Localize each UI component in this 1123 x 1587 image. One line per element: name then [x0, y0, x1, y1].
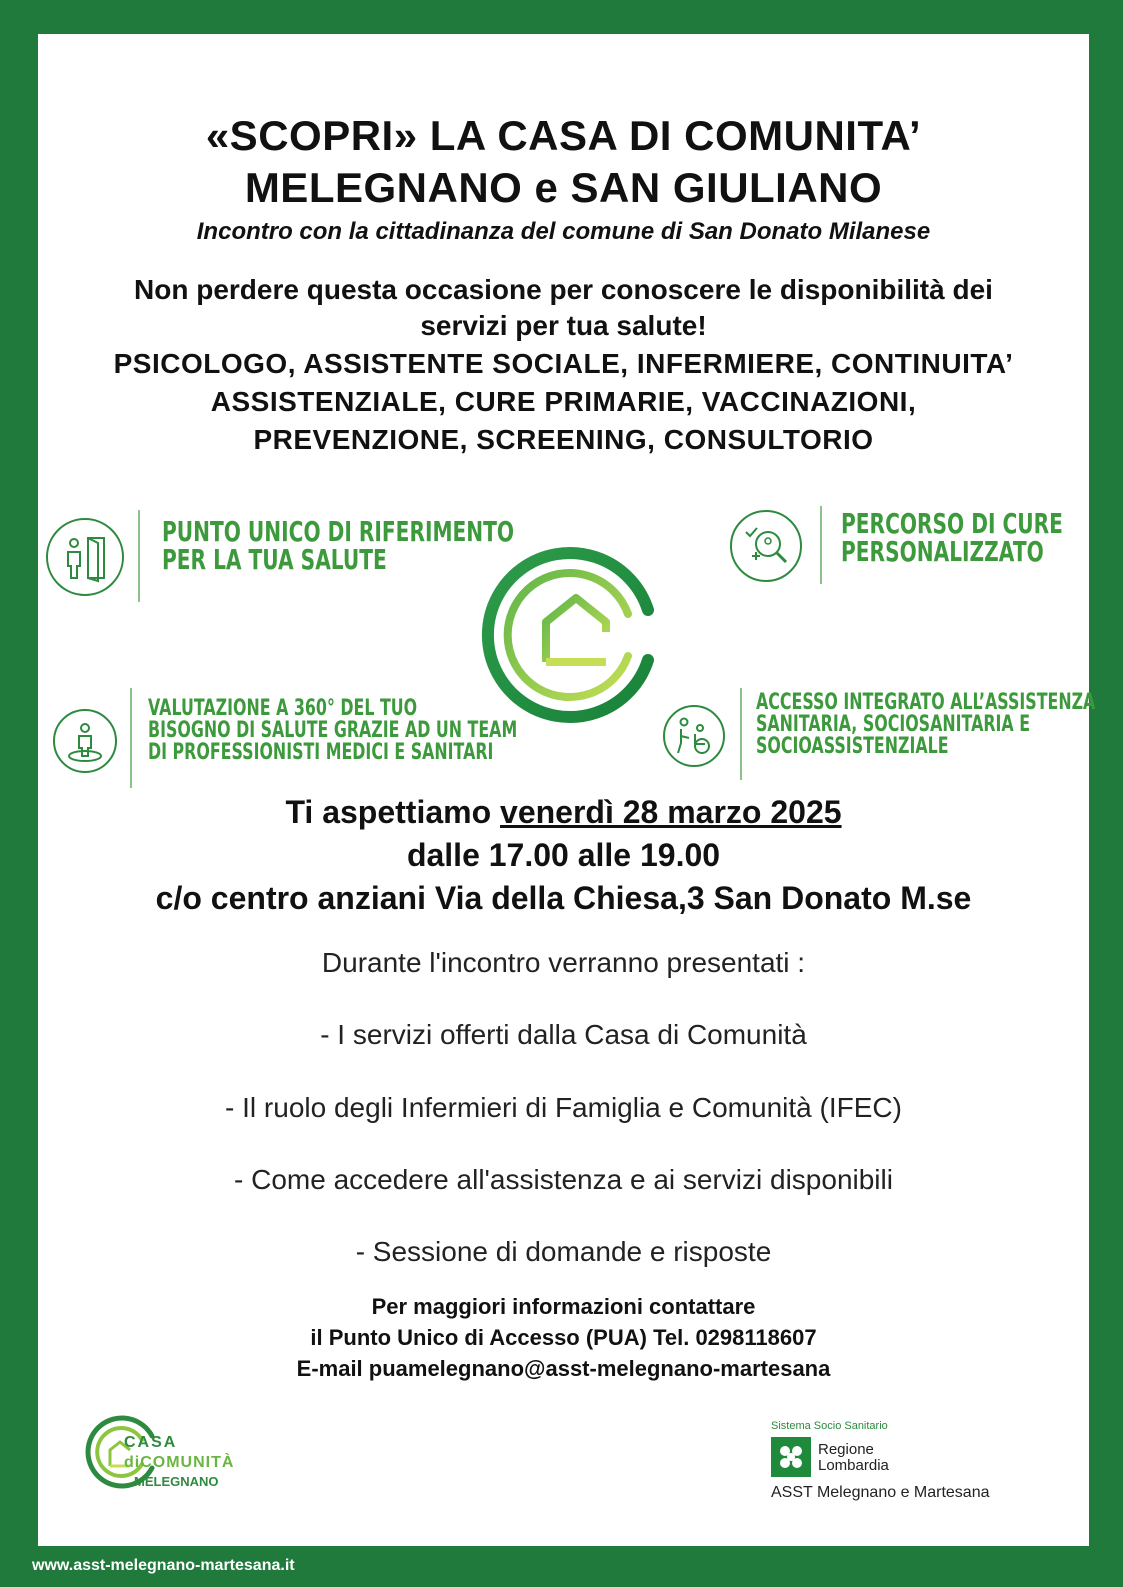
- event-place: c/o centro anziani Via della Chiesa,3 San Donato M.se: [155, 880, 972, 916]
- feature-personal-path-line1: PERCORSO DI CURE: [841, 507, 1063, 540]
- feature-360-assessment-line2: BISOGNO DI SALUTE GRAZIE AD UN TEAM: [148, 718, 518, 743]
- agenda-item: - I servizi offerti dalla Casa di Comunità: [320, 1019, 807, 1050]
- logo-casa-text: CASA: [124, 1434, 178, 1451]
- regione-lombardia-logo-icon: [771, 1437, 811, 1477]
- casa-comunita-c-logo: [476, 532, 666, 730]
- asst-name: ASST Melegnano e Martesana: [771, 1484, 990, 1501]
- services-line-3: PREVENZIONE, SCREENING, CONSULTORIO: [253, 424, 874, 455]
- feature-integrated-access: [756, 692, 1095, 758]
- divider: [740, 688, 742, 780]
- footer-website-link[interactable]: www.asst-melegnano-martesana.it: [32, 1557, 295, 1574]
- feature-single-point-line2: PER LA TUA SALUTE: [162, 543, 387, 576]
- event-time: dalle 17.00 alle 19.00: [406, 837, 721, 873]
- feature-integrated-access-line2: SANITARIA, SOCIOSANITARIA E: [756, 712, 1031, 737]
- agenda-item: - Il ruolo degli Infermieri di Famiglia e Comunità (IFEC): [225, 1092, 902, 1123]
- feature-integrated-access-line3: SOCIOASSISTENZIALE: [756, 734, 949, 759]
- magnifier-checklist-icon: [728, 508, 804, 584]
- feature-personal-path-line2: PERSONALIZZATO: [841, 535, 1044, 568]
- feature-360-assessment-line1: VALUTAZIONE A 360° DEL TUO: [148, 696, 418, 721]
- person-door-icon: [44, 516, 126, 598]
- contact-line-1: Per maggiori informazioni contattare: [371, 1294, 756, 1319]
- agenda-intro: Durante l'incontro verranno presentati :: [321, 947, 806, 978]
- divider: [130, 688, 132, 788]
- services-line-1: PSICOLOGO, ASSISTENTE SOCIALE, INFERMIERE, CONTINUITA’: [113, 348, 1014, 379]
- feature-single-point: [162, 515, 515, 576]
- feature-360-assessment-line3: DI PROFESSIONISTI MEDICI E SANITARI: [148, 740, 494, 765]
- intro-line-1: Non perdere questa occasione per conoscere le disponibilità dei: [134, 274, 993, 305]
- regione-system-label: Sistema Socio Sanitario: [771, 1420, 888, 1432]
- feature-single-point-line1: PUNTO UNICO DI RIFERIMENTO: [162, 515, 515, 548]
- poster: [38, 34, 1096, 1546]
- agenda-item: - Come accedere all'assistenza e ai servizi disponibili: [234, 1164, 893, 1195]
- intro-line-2: servizi per tua salute!: [420, 310, 707, 341]
- contact-phone: il Punto Unico di Accesso (PUA) Tel. 0298118607: [310, 1325, 817, 1350]
- event-prefix: Ti aspettiamo: [285, 794, 501, 830]
- regione-name-line1: Regione: [818, 1441, 874, 1458]
- services-line-2: ASSISTENZIALE, CURE PRIMARIE, VACCINAZIONI,: [210, 386, 917, 417]
- logo-comunita-text: diCOMUNITÀ: [124, 1454, 235, 1471]
- divider: [820, 506, 822, 584]
- event-date-line: [38, 794, 1089, 831]
- feature-360-assessment: [148, 698, 517, 764]
- subtitle: Incontro con la cittadinanza del comune di San Donato Milanese: [196, 218, 931, 245]
- logo-melegnano-text: MELEGNANO: [134, 1474, 219, 1489]
- feature-personal-path: [841, 507, 1063, 568]
- regione-name-line2: Lombardia: [818, 1457, 889, 1474]
- divider: [138, 510, 140, 602]
- contact-email: E-mail puamelegnano@asst-melegnano-martesana: [296, 1356, 831, 1381]
- agenda-item: - Sessione di domande e risposte: [355, 1236, 772, 1267]
- wheelchair-assist-icon: [662, 704, 726, 768]
- person-360-icon: [52, 708, 118, 774]
- event-date: venerdì 28 marzo 2025: [500, 794, 842, 830]
- title-line-1: «SCOPRI» LA CASA DI COMUNITA’: [205, 112, 922, 159]
- feature-integrated-access-line1: ACCESSO INTEGRATO ALL’ASSISTENZA: [756, 690, 1096, 715]
- title-line-2: MELEGNANO e SAN GIULIANO: [244, 164, 883, 211]
